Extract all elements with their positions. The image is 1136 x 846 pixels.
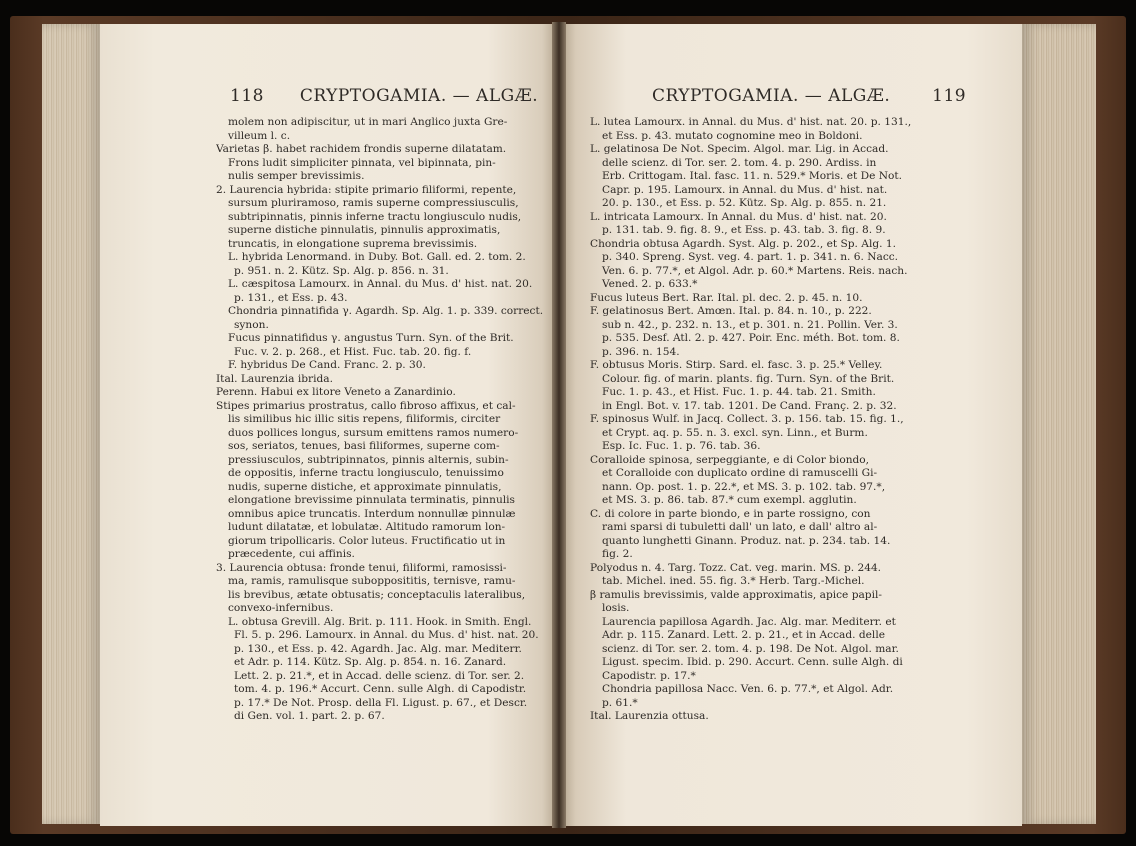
text-line: p. 396. n. 154. [602,345,680,358]
text-line: L. obtusa Grevill. Alg. Brit. p. 111. Hook. in Smith. Engl. [228,615,532,628]
text-line: Ven. 6. p. 77.*, et Algol. Adr. p. 60.* Martens. Reis. nach. [602,264,908,277]
text-line: superne distiche pinnulatis, pinnulis approximatis, [228,224,501,236]
book-gutter [552,22,566,828]
text-line: β ramulis brevissimis, valde approximatis, apice papil- [590,588,882,601]
text-line: Stipes primarius prostratus, callo fibroso affixus, et cal- [216,399,516,412]
text-line: nudis, superne distiche, et approximate pinnulatis, [228,480,502,493]
text-line: Polyodus n. 4. Targ. Tozz. Cat. veg. marin. MS. p. 244. [590,561,882,574]
text-line: et Adr. p. 114. Kütz. Sp. Alg. p. 854. n. 16. Zanard. [234,656,507,668]
text-line: tom. 4. p. 196.* Accurt. Cenn. sulle Algh. di Capodistr. [234,683,527,695]
text-line: Perenn. Habui ex litore Veneto a Zanardinio. [216,386,456,398]
text-line: et MS. 3. p. 86. tab. 87.* cum exempl. agglutin. [602,494,857,506]
text-line: L. lutea Lamourx. in Annal. du Mus. d' hist. nat. 20. p. 131., [590,116,912,128]
text-line: truncatis, in elongatione suprema brevissimis. [228,237,478,250]
text-line: L. cæspitosa Lamourx. in Annal. du Mus. d' hist. nat. 20. [228,278,533,290]
text-line: et Ess. p. 43. mutato cognomine meo in Boldoni. [602,129,863,142]
text-line: F. obtusus Moris. Stirp. Sard. el. fasc. 3. p. 25.* Velley. [590,359,883,371]
text-line: Erb. Crittogam. Ital. fasc. 11. n. 529.* Moris. et De Not. [602,170,903,182]
text-line: lis similibus hic illic sitis repens, filiformis, circiter [228,413,501,425]
text-line: Vened. 2. p. 633.* [602,278,698,290]
text-line: subtripinnatis, pinnis inferne tractu longiusculo nudis, [228,210,522,223]
text-line: 20. p. 130., et Ess. p. 52. Kütz. Sp. Alg. p. 855. n. 21. [602,197,887,209]
text-line: L. gelatinosa De Not. Specim. Algol. mar. Lig. in Accad. [590,143,889,155]
text-line: p. 131., et Ess. p. 43. [234,291,348,304]
text-line: p. 17.* De Not. Prosp. della Fl. Ligust. p. 67., et Descr. [234,696,528,709]
text-line: Ital. Laurenzia ottusa. [590,710,709,722]
text-line: Ital. Laurenzia ibrida. [216,372,333,385]
text-line: fig. 2. [602,548,633,560]
text-line: losis. [602,602,630,614]
text-line: Chondria pinnatifida γ. Agardh. Sp. Alg. 1. p. 339. correct. [228,305,544,317]
text-line: Fl. 5. p. 296. Lamourx. in Annal. du Mus. d' hist. nat. 20. [234,629,539,641]
text-line: de oppositis, inferne tractu longiusculo, tenuissimo [228,467,504,479]
page-edges-right [1022,24,1096,824]
text-line: nann. Op. post. 1. p. 22.*, et MS. 3. p. 102. tab. 97.*, [602,480,886,493]
text-line: F. spinosus Wulf. in Jacq. Collect. 3. p. 156. tab. 15. fig. 1., [590,413,904,425]
text-line: sos, seriatos, tenues, basi filiformes, superne com- [228,440,500,452]
right-page-header [652,86,966,110]
text-line: Colour. fig. of marin. plants. fig. Turn. Syn. of the Brit. [602,372,895,385]
text-line: quanto lunghetti Ginann. Produz. nat. p. 234. tab. 14. [602,534,891,547]
text-line: pressiusculos, subtripinnatos, pinnis alternis, subin- [228,453,509,466]
text-line: F. gelatinosus Bert. Amœn. Ital. p. 84. n. 10., p. 222. [590,305,872,317]
text-line: Chondria papillosa Nacc. Ven. 6. p. 77.*, et Algol. Adr. [602,683,894,695]
text-line: ludunt dilatatæ, et lobulatæ. Altitudo ramorum lon- [228,521,506,533]
text-line: delle scienz. di Tor. ser. 2. tom. 4. p. 290. Ardiss. in [602,156,877,169]
text-line: Lett. 2. p. 21.*, et in Accad. delle scienz. di Tor. ser. 2. [234,669,525,682]
text-line: convexo-infernibus. [228,602,334,614]
text-line: elongatione brevissime pinnulata terminatis, pinnulis [228,494,515,506]
text-line: Fucus pinnatifidus γ. angustus Turn. Syn. of the Brit. [228,332,514,344]
text-line: 2. Laurencia hybrida: stipite primario filiformi, repente, [216,183,517,196]
text-line: 3. Laurencia obtusa: fronde tenui, filiformi, ramosissi- [216,561,507,574]
text-line: rami sparsi di tubuletti dall' un lato, e dall' altro al- [602,521,878,533]
text-line: et Crypt. aq. p. 55. n. 3. excl. syn. Linn., et Burm. [602,426,868,439]
text-line: Coralloide spinosa, serpeggiante, e di Color biondo, [590,453,870,466]
left-page-number: 118 [230,86,264,106]
text-line: p. 951. n. 2. Kütz. Sp. Alg. p. 856. n. 31. [234,264,449,277]
text-line: Capodistr. p. 17.* [602,669,696,682]
text-line: synon. [234,318,269,331]
text-line: molem non adipiscitur, ut in mari Anglico juxta Gre- [228,116,508,128]
text-line: giorum tripollicaris. Color luteus. Fructificatio ut in [228,534,506,547]
text-line: duos pollices longus, sursum emittens ramos numero- [228,426,519,439]
right-page-number: 119 [932,86,967,106]
text-line: tab. Michel. ined. 55. fig. 3.* Herb. Targ.-Michel. [602,575,865,587]
text-line: F. hybridus De Cand. Franc. 2. p. 30. [228,359,426,371]
text-line: lis brevibus, ætate obtusatis; conceptaculis lateralibus, [228,588,526,601]
text-line: p. 130., et Ess. p. 42. Agardh. Jac. Alg. mar. Mediterr. [234,642,522,655]
text-line: Fucus luteus Bert. Rar. Ital. pl. dec. 2. p. 45. n. 10. [590,291,863,304]
text-line: Ligust. specim. Ibid. p. 290. Accurt. Cenn. sulle Algh. di [602,656,903,668]
text-line: et Coralloide con duplicato ordine di ramuscelli Gi- [602,467,878,479]
text-line: ma, ramis, ramulisque subopposititis, ternisve, ramu- [228,575,516,587]
text-line: in Engl. Bot. v. 17. tab. 1201. De Cand. Franç. 2. p. 32. [602,399,897,412]
text-line: villeum l. c. [228,129,291,142]
left-page-text [216,116,550,724]
text-line: L. intricata Lamourx. In Annal. du Mus. d' hist. nat. 20. [590,210,887,223]
text-line: Fuc. 1. p. 43., et Hist. Fuc. 1. p. 44. tab. 21. Smith. [602,386,876,398]
text-line: sub n. 42., p. 232. n. 13., et p. 301. n. 21. Pollin. Ver. 3. [602,318,898,331]
text-line: nulis semper brevissimis. [228,170,365,182]
text-line: Capr. p. 195. Lamourx. in Annal. du Mus. d' hist. nat. [602,183,888,196]
left-running-head: CRYPTOGAMIA. — ALGÆ. [299,86,539,106]
text-line: sursum pluriramoso, ramis superne compressiusculis, [228,197,519,209]
text-line: Varietas β. habet rachidem frondis superne dilatatam. [216,143,507,155]
text-line: Adr. p. 115. Zanard. Lett. 2. p. 21., et in Accad. delle [602,629,885,641]
left-page-header [230,86,538,110]
text-line: p. 535. Desf. Atl. 2. p. 427. Poir. Enc. méth. Bot. tom. 8. [602,332,900,344]
text-line: scienz. di Tor. ser. 2. tom. 4. p. 198. De Not. Algol. mar. [602,642,899,655]
text-line: C. di colore in parte biondo, e in parte rossigno, con [590,507,871,520]
text-line: Esp. Ic. Fuc. 1. p. 76. tab. 36. [602,440,761,452]
page-edges-left [42,24,100,824]
right-page-text [590,116,932,724]
text-line: L. hybrida Lenormand. in Duby. Bot. Gall. ed. 2. tom. 2. [228,251,526,263]
text-line: omnibus apice truncatis. Interdum nonnullæ pinnulæ [228,507,516,520]
text-line: Fuc. v. 2. p. 268., et Hist. Fuc. tab. 20. fig. f. [234,345,472,358]
text-line: p. 340. Spreng. Syst. veg. 4. part. 1. p. 341. n. 6. Nacc. [602,251,899,263]
text-line: præcedente, cui affinis. [228,548,355,560]
text-line: Chondria obtusa Agardh. Syst. Alg. p. 202., et Sp. Alg. 1. [590,237,896,250]
text-line: p. 61.* [602,696,638,709]
text-line: Laurencia papillosa Agardh. Jac. Alg. mar. Mediterr. et [602,615,896,628]
text-line: p. 131. tab. 9. fig. 8. 9., et Ess. p. 43. tab. 3. fig. 8. 9. [602,224,886,236]
text-line: Frons ludit simpliciter pinnata, vel bipinnata, pin- [228,156,496,169]
right-running-head: CRYPTOGAMIA. — ALGÆ. [652,86,891,106]
text-line: di Gen. vol. 1. part. 2. p. 67. [234,710,385,722]
